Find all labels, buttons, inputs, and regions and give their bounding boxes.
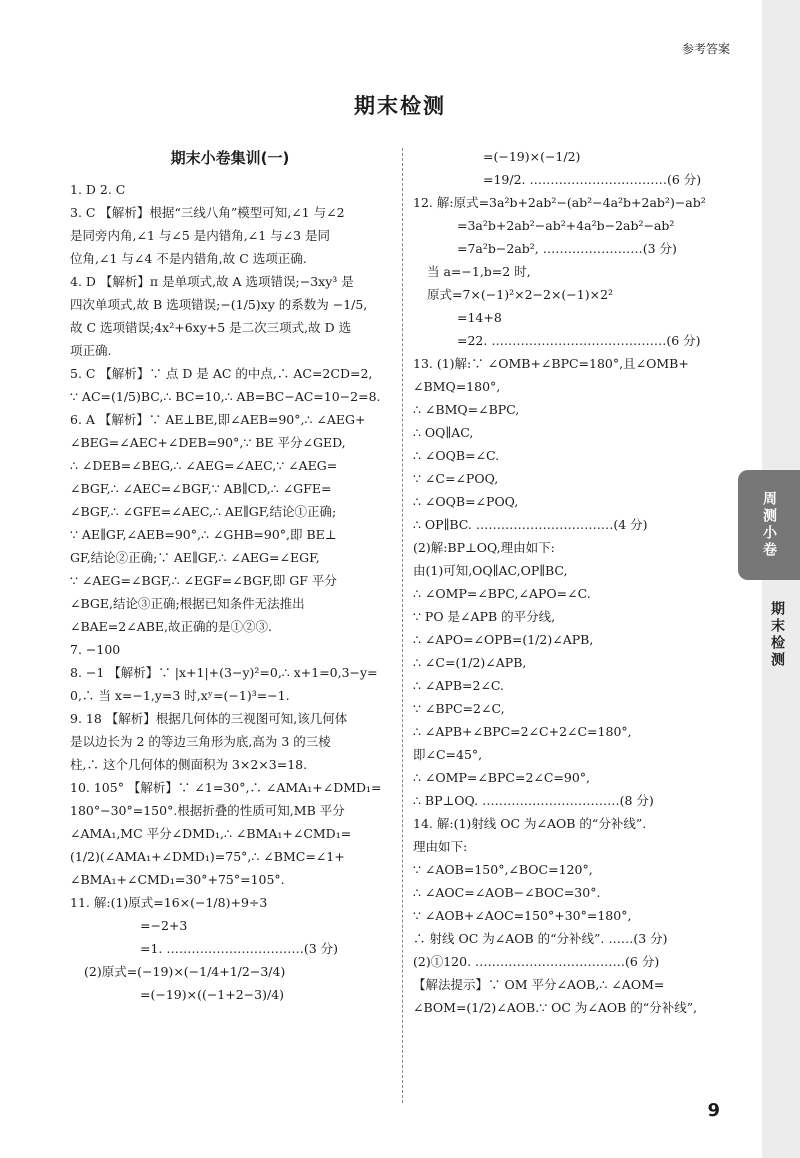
page-number: 9 (707, 1100, 720, 1121)
answer-line: ∵ ∠AOB=150°,∠BOC=120°, (413, 862, 593, 877)
answer-line: ∴ ∠APO=∠OPB=(1/2)∠APB, (413, 632, 594, 647)
answer-line: ∴ ∠APB+∠BPC=2∠C+2∠C=180°, (413, 724, 632, 739)
answer-line: =7a²b−2ab², ……………………(3 分) (457, 241, 677, 256)
answer-line: 由(1)可知,OQ∥AC,OP∥BC, (413, 563, 568, 578)
answer-line: 位角,∠1 与∠4 不是内错角,故 C 选项正确. (70, 251, 307, 266)
answer-line: 13. (1)解:∵ ∠OMB+∠BPC=180°,且∠OMB+ (413, 356, 689, 371)
answer-line: 理由如下: (413, 839, 468, 854)
answer-line: ∵ ∠AEG=∠BGF,∴ ∠EGF=∠BGF,即 GF 平分 (70, 573, 337, 588)
header-label: 参考答案 (681, 42, 730, 56)
answer-line: 4. D 【解析】π 是单项式,故 A 选项错误;−3xy³ 是 (70, 274, 354, 289)
answer-line: ∴ ∠BMQ=∠BPC, (413, 402, 520, 417)
answer-line: (1/2)(∠AMA₁+∠DMD₁)=75°,∴ ∠BMC=∠1+ (70, 849, 345, 864)
answer-line: 7. −100 (70, 642, 121, 657)
answer-line: =−2+3 (140, 918, 188, 933)
answer-line: ∴ ∠OMP=∠BPC=2∠C=90°, (413, 770, 591, 785)
answer-line: =14+8 (457, 310, 502, 325)
answer-line: =(−19)×((−1+2−3)/4) (140, 987, 285, 1002)
answer-line: ∵ AE∥GF,∠AEB=90°,∴ ∠GHB=90°,即 BE⊥ (70, 527, 337, 542)
answer-line: 是同旁内角,∠1 与∠5 是内错角,∠1 与∠3 是同 (70, 228, 331, 243)
answer-line: 11. 解:(1)原式=16×(−1/8)+9÷3 (70, 895, 268, 910)
answer-line: =19/2. ……………………………(6 分) (483, 172, 702, 187)
answer-line: 12. 解:原式=3a²b+2ab²−(ab²−4a²b+2ab²)−ab² (413, 195, 706, 210)
answer-line: ∵ ∠BPC=2∠C, (413, 701, 505, 716)
answer-line: 即∠C=45°, (413, 747, 483, 762)
answer-line: 10. 105° 【解析】∵ ∠1=30°,∴ ∠AMA₁+∠DMD₁= (70, 780, 382, 795)
answer-line: ∠AMA₁,MC 平分∠DMD₁,∴ ∠BMA₁+∠CMD₁= (70, 826, 352, 841)
answer-line: ∴ 射线 OC 为∠AOB 的“分补线”. ……(3 分) (413, 931, 668, 946)
answer-line: ∵ AC=(1/5)BC,∴ BC=10,∴ AB=BC−AC=10−2=8. (70, 389, 381, 404)
answer-line: ∴ ∠DEB=∠BEG,∴ ∠AEG=∠AEC,∵ ∠AEG= (70, 458, 338, 473)
answer-line: GF,结论②正确;∵ AE∥GF,∴ ∠AEG=∠EGF, (70, 550, 320, 565)
answer-line: ∵ PO 是∠APB 的平分线, (413, 609, 556, 624)
page-title: 期末检测 (354, 94, 446, 118)
answer-line: ∴ OQ∥AC, (413, 425, 474, 440)
answer-line: 1. D 2. C (70, 182, 126, 197)
answer-line: ∠BEG=∠AEC+∠DEB=90°,∵ BE 平分∠GED, (70, 435, 346, 450)
answer-line: 柱,∴ 这个几何体的侧面积为 3×2×3=18. (70, 757, 308, 772)
side-label: 期末检测 (769, 601, 785, 669)
answer-line: 9. 18 【解析】根据几何体的三视图可知,该几何体 (70, 711, 348, 726)
answer-line: ∴ ∠APB=2∠C. (413, 678, 505, 693)
answer-line: (2)①120. ………………………………(6 分) (413, 954, 660, 969)
answer-line: ∴ OP∥BC. ……………………………(4 分) (413, 517, 648, 532)
answer-line: ∴ ∠OQB=∠C. (413, 448, 500, 463)
answer-line: 原式=7×(−1)²×2−2×(−1)×2² (427, 287, 614, 302)
answer-line: (2)原式=(−19)×(−1/4+1/2−3/4) (84, 964, 286, 979)
answer-line: =(−19)×(−1/2) (483, 149, 581, 164)
answer-line: ∠BGF,∴ ∠GFE=∠AEC,∴ AE∥GF,结论①正确; (70, 504, 337, 519)
answer-line: 3. C 【解析】根据“三线八角”模型可知,∠1 与∠2 (70, 205, 345, 220)
answer-line: 14. 解:(1)射线 OC 为∠AOB 的“分补线”. (413, 816, 647, 831)
answer-line: 8. −1 【解析】∵ |x+1|+(3−y)²=0,∴ x+1=0,3−y= (70, 665, 378, 680)
answer-line: 180°−30°=150°.根据折叠的性质可知,MB 平分 (70, 803, 345, 818)
answer-line: ∴ BP⊥OQ. ……………………………(8 分) (413, 793, 654, 808)
answer-line: 【解法提示】∵ OM 平分∠AOB,∴ ∠AOM= (413, 977, 665, 992)
answer-line: ∠BGF,∴ ∠AEC=∠BGF,∵ AB∥CD,∴ ∠GFE= (70, 481, 332, 496)
answer-line: ∠BGE,结论③正确;根据已知条件无法推出 (70, 596, 305, 611)
answer-line: 当 a=−1,b=2 时, (427, 264, 531, 279)
answer-line: ∠BMA₁+∠CMD₁=30°+75°=105°. (70, 872, 285, 887)
answer-line: =1. ……………………………(3 分) (140, 941, 339, 956)
answer-line: 是以边长为 2 的等边三角形为底,高为 3 的三棱 (70, 734, 331, 749)
answer-line: ∵ ∠C=∠POQ, (413, 471, 499, 486)
answer-line: ∴ ∠OMP=∠BPC,∠APO=∠C. (413, 586, 591, 601)
right-column (413, 145, 733, 1019)
answer-line: ∴ ∠AOC=∠AOB−∠BOC=30°. (413, 885, 601, 900)
answer-line: =3a²b+2ab²−ab²+4a²b−2ab²−ab² (457, 218, 675, 233)
answer-line: (2)解:BP⊥OQ,理由如下: (413, 540, 555, 555)
answer-line: ∵ ∠AOB+∠AOC=150°+30°=180°, (413, 908, 632, 923)
section-title: 期末小卷集训(一) (170, 149, 290, 167)
answer-line: ∠BAE=2∠ABE,故正确的是①②③. (70, 619, 272, 634)
answer-line: ∠BOM=(1/2)∠AOB.∵ OC 为∠AOB 的“分补线”, (413, 1000, 698, 1015)
answer-line: 6. A 【解析】∵ AE⊥BE,即∠AEB=90°,∴ ∠AEG+ (70, 412, 366, 427)
answer-line: 故 C 选项错误;4x²+6xy+5 是二次三项式,故 D 选 (70, 320, 352, 335)
answer-line: =22. ……………………………………(6 分) (457, 333, 701, 348)
answer-line: ∠BMQ=180°, (413, 379, 501, 394)
left-column (70, 145, 390, 1006)
right-answer-lines (413, 145, 733, 1019)
answer-line: ∴ ∠C=(1/2)∠APB, (413, 655, 527, 670)
column-divider (402, 148, 403, 1103)
answer-line: 四次单项式,故 B 选项错误;−(1/5)xy 的系数为 −1/5, (70, 297, 368, 312)
side-tab[interactable]: 周测小卷 (738, 470, 800, 580)
answer-line: 5. C 【解析】∵ 点 D 是 AC 的中点,∴ AC=2CD=2, (70, 366, 373, 381)
left-answer-lines (70, 178, 390, 1006)
answer-line: ∴ ∠OQB=∠POQ, (413, 494, 519, 509)
answer-line: 项正确. (70, 343, 112, 358)
answer-line: 0,∴ 当 x=−1,y=3 时,xʸ=(−1)³=−1. (70, 688, 290, 703)
